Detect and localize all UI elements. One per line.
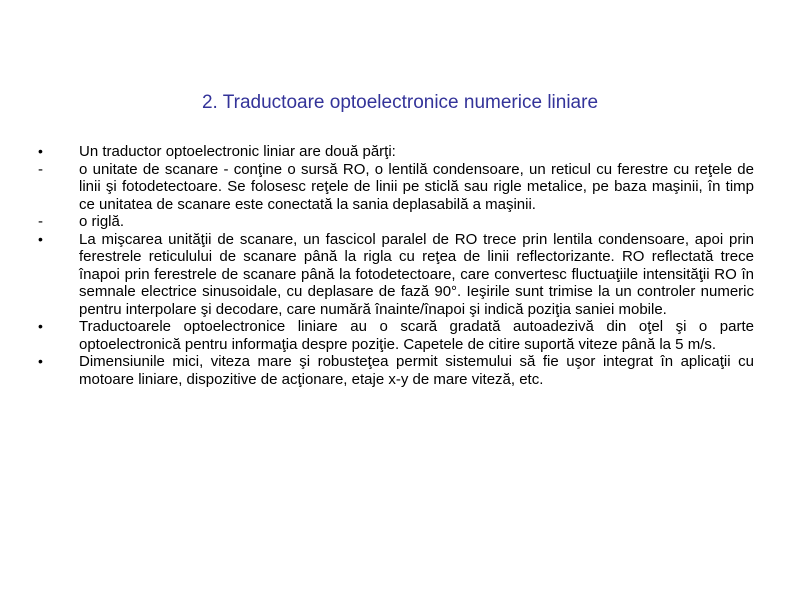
- dash-marker: -: [38, 213, 43, 230]
- list-item-text: Un traductor optoelectronic liniar are două părţi:: [79, 143, 396, 160]
- list-item-scan-unit: [38, 161, 754, 214]
- list-item-text: o riglă.: [79, 213, 125, 230]
- bullet-marker: •: [38, 353, 43, 369]
- slide-title: 2. Traductoare optoelectronice numerice liniare: [201, 92, 599, 113]
- dash-marker: -: [38, 160, 43, 178]
- list-item-text: Traductoarele optoelectronice liniare au o scară gradată autoadezivă din oţel şi o parte optoelectronică pentru informaţia despre poziţie. Capetele de citire suportă viteze până la 5 m/s.: [79, 318, 754, 353]
- list-item-linear-encoders: [38, 318, 754, 353]
- list-item-ruler: [38, 213, 754, 231]
- list-item-intro: [38, 143, 754, 161]
- bullet-marker: •: [38, 230, 43, 247]
- list-item-text: o unitate de scanare - conţine o sursă RO, o lentilă condensoare, un reticul cu ferestre cu reţele de linii şi fotodetectoare. Se folosesc reţele de linii pe sticlă sau rigle metalice, pe baza maşinii, în timp ce unitatea de scanare este conectată la sania deplasabilă a maşinii.: [79, 160, 754, 213]
- list-item-dimensions: [38, 353, 754, 388]
- content-list: [38, 143, 754, 388]
- list-item-text: La mişcarea unităţii de scanare, un fascicol paralel de RO trece prin lentila condensoare, apoi prin ferestrele reticulului de scanare până la rigla cu reţea de linii reflectorizante. RO reflectată trece înapoi prin ferestrele de scanare până la fotodetectoare, care convertesc fluctuaţiile intensităţii RO în semnale electrice sinusoidale, cu deplasare de fază 90°. Ieşirile sunt trimise la un controler numeric pentru interpolare şi decodare, care numără înainte/înapoi şi indică poziţia saniei mobile.: [79, 230, 754, 318]
- list-item-text: Dimensiunile mici, viteza mare şi robusteţea permit sistemului să fie uşor integrat în aplicaţii cu motoare liniare, dispozitive de acţionare, etaje x-y de mare viteză, etc.: [79, 353, 754, 388]
- list-item-scan-movement: [38, 231, 754, 319]
- bullet-marker: •: [38, 318, 43, 334]
- bullet-marker: •: [38, 143, 43, 159]
